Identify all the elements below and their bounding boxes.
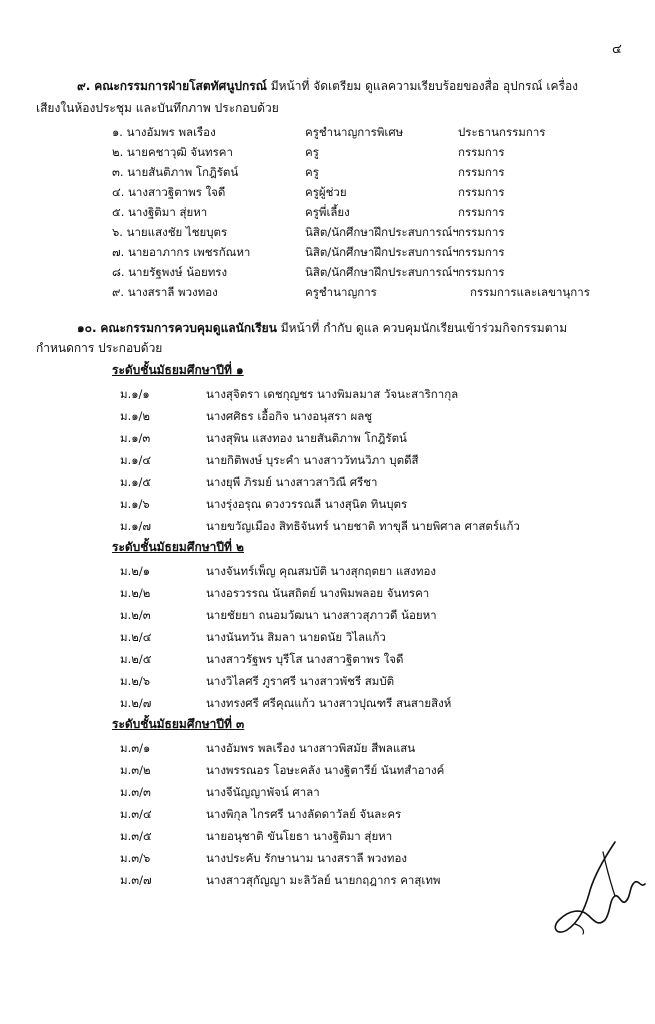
level-heading: ระดับชั้นมัธยมศึกษาปีที่ ๓: [112, 717, 245, 731]
class-label: ม.๒/๔: [120, 630, 152, 644]
class-teachers: นางประคับ รักษานาม นางสราลี พวงทอง: [206, 851, 408, 865]
member-role: นิสิต/นักศึกษาฝึกประสบการณ์ฯ: [305, 225, 459, 239]
member-duty: กรรมการ: [458, 145, 505, 159]
class-teachers: นางรุ่งอรุณ ดวงวรรณลี นางสุนิต ทินบุตร: [206, 497, 408, 511]
member-role: ครูชำนาญการพิเศษ: [305, 125, 404, 139]
class-label: ม.๓/๑: [120, 741, 151, 755]
class-label: ม.๓/๕: [120, 829, 152, 843]
member-name: ๑. นางอัมพร พลเรือง: [112, 125, 216, 139]
page-number: ๔: [612, 42, 622, 57]
class-teachers: นายกิติพงษ์ บุระคำ นางสาววัทนวิภา บุตดีสี: [206, 453, 419, 467]
member-name: ๙. นางสราลี พวงทอง: [112, 285, 218, 299]
class-label: ม.๓/๖: [120, 851, 151, 865]
class-label: ม.๑/๔: [120, 453, 152, 467]
class-label: ม.๒/๑: [120, 564, 150, 578]
class-label: ม.๒/๗: [120, 696, 152, 710]
member-role: ครูชำนาญการ: [305, 285, 377, 299]
class-teachers: นางศศิธร เอื้อกิจ นางอนุสรา ผลชู: [206, 409, 373, 423]
class-teachers: นางจีนัญญาพัจน์ ศาลา: [206, 785, 320, 799]
signature: [545, 830, 655, 940]
member-name: ๗. นายอาภากร เพชรกัณหา: [112, 245, 251, 259]
class-label: ม.๑/๑: [120, 387, 150, 401]
class-teachers: นายชัยยา ถนอมวัฒนา นางสาวสุภาวดี น้อยหา: [206, 608, 437, 622]
member-name: ๖. นายแสงชัย ไชยบุตร: [112, 225, 228, 239]
member-duty: กรรมการ: [458, 165, 505, 179]
class-teachers: นายขวัญเมือง สิทธิจันทร์ นายชาติ ทาขุลี นายพิศาล ศาสตร์แก้ว: [206, 519, 520, 533]
class-teachers: นางนันทวัน สิมลา นายดนัย วิไลแก้ว: [206, 630, 386, 644]
member-name: ๔. นางสาวฐิตาพร ใจดี: [112, 185, 226, 199]
class-teachers: นางสาวรัฐพร บุรีโส นางสาวฐิตาพร ใจดี: [206, 652, 404, 666]
member-name: ๒. นายคชาวุฒิ จันทรคา: [112, 145, 233, 159]
class-label: ม.๒/๓: [120, 608, 151, 622]
section-9-desc-line1: มีหน้าที่ จัดเตรียม ดูแลความเรียบร้อยของสื่อ อุปกรณ์ เครื่อง: [270, 79, 579, 93]
section-10-title: คณะกรรมการควบคุมดูแลนักเรียน: [100, 321, 277, 335]
class-label: ม.๓/๔: [120, 807, 152, 821]
class-teachers: นางทรงศรี ศรีคุณแก้ว นางสาวปุณฑรี สนสายสิงห์: [206, 696, 452, 710]
class-label: ม.๒/๕: [120, 652, 152, 666]
class-teachers: นางวิไลศรี ภูราศรี นางสาวพัชรี สมบัติ: [206, 674, 395, 688]
member-role: ครูพี่เลี้ยง: [305, 205, 350, 219]
class-label: ม.๑/๓: [120, 431, 151, 445]
member-duty: ประธานกรรมการ: [458, 125, 546, 139]
class-teachers: นางสุจิตรา เดชกุญชร นางพิมลมาส วัจนะสาริกากุล: [206, 387, 459, 401]
member-duty: กรรมการ: [458, 225, 505, 239]
class-label: ม.๓/๒: [120, 763, 151, 777]
member-name: ๓. นายสันติภาพ โกฎิรัตน์: [112, 165, 239, 179]
class-label: ม.๑/๕: [120, 475, 152, 489]
class-teachers: นางพิกุล ไกรศรี นางลัดดาวัลย์ จันละคร: [206, 807, 402, 821]
section-9-number: ๙.: [77, 79, 91, 93]
class-teachers: นางจันทร์เพ็ญ คุณสมบัติ นางสุกฤตยา แสงทอง: [206, 564, 436, 578]
section-10-desc-line1: มีหน้าที่ กำกับ ดูแล ควบคุมนักเรียนเข้าร่วมกิจกรรมตาม: [280, 321, 568, 335]
member-duty: กรรมการ: [458, 265, 505, 279]
class-label: ม.๒/๖: [120, 674, 150, 688]
level-heading: ระดับชั้นมัธยมศึกษาปีที่ ๑: [112, 363, 244, 377]
member-duty: กรรมการ: [458, 205, 505, 219]
section-10-number: ๑๐.: [77, 321, 97, 335]
section-9-heading: [77, 76, 578, 96]
member-name: ๕. นางฐิติมา สุ่ยหา: [112, 205, 208, 219]
section-9-desc-line2: เสียงในห้องประชุม และบันทึกภาพ ประกอบด้วย: [36, 101, 279, 115]
member-duty: กรรมการ: [458, 245, 505, 259]
class-teachers: นางสุพิน แสงทอง นายสันติภาพ โกฎิรัตน์: [206, 431, 407, 445]
class-label: ม.๓/๗: [120, 873, 152, 887]
class-teachers: นางอัมพร พลเรือง นางสาวพิสมัย สีพลแสน: [206, 741, 416, 755]
member-role: ครูผู้ช่วย: [305, 185, 347, 199]
section-10-heading: [77, 318, 567, 338]
class-teachers: นางยุพี ภิรมย์ นางสาวสาวิณี ศรีชา: [206, 475, 378, 489]
class-label: ม.๓/๓: [120, 785, 151, 799]
section-10-desc-line2: กำหนดการ ประกอบด้วย: [36, 341, 163, 355]
class-label: ม.๑/๖: [120, 497, 150, 511]
class-teachers: นางสาวสุกัญญา มะลิวัลย์ นายกฤฎากร คาสุเทพ: [206, 873, 441, 887]
level-heading: ระดับชั้นมัธยมศึกษาปีที่ ๒: [112, 540, 244, 554]
member-duty: กรรมการและเลขานุการ: [470, 285, 590, 299]
member-duty: กรรมการ: [458, 185, 505, 199]
section-9-title: คณะกรรมการฝ่ายโสตทัศนูปกรณ์: [94, 79, 267, 93]
member-role: นิสิต/นักศึกษาฝึกประสบการณ์ฯ: [305, 245, 459, 259]
class-label: ม.๑/๗: [120, 519, 152, 533]
member-role: ครู: [305, 165, 319, 179]
class-teachers: นางพรรณอร โอษะคลัง นางฐิตารีย์ นันทสำอางค์: [206, 763, 445, 777]
class-label: ม.๑/๒: [120, 409, 150, 423]
class-teachers: นางอรวรรณ นันสถิตย์ นางพิมพลอย จันทรคา: [206, 586, 430, 600]
class-teachers: นายอนุชาติ ขันโยธา นางฐิติมา สุ่ยหา: [206, 829, 393, 843]
member-role: นิสิต/นักศึกษาฝึกประสบการณ์ฯ: [305, 265, 459, 279]
class-label: ม.๒/๒: [120, 586, 151, 600]
member-role: ครู: [305, 145, 319, 159]
member-name: ๘. นายรัฐพงษ์ น้อยทรง: [112, 265, 228, 279]
